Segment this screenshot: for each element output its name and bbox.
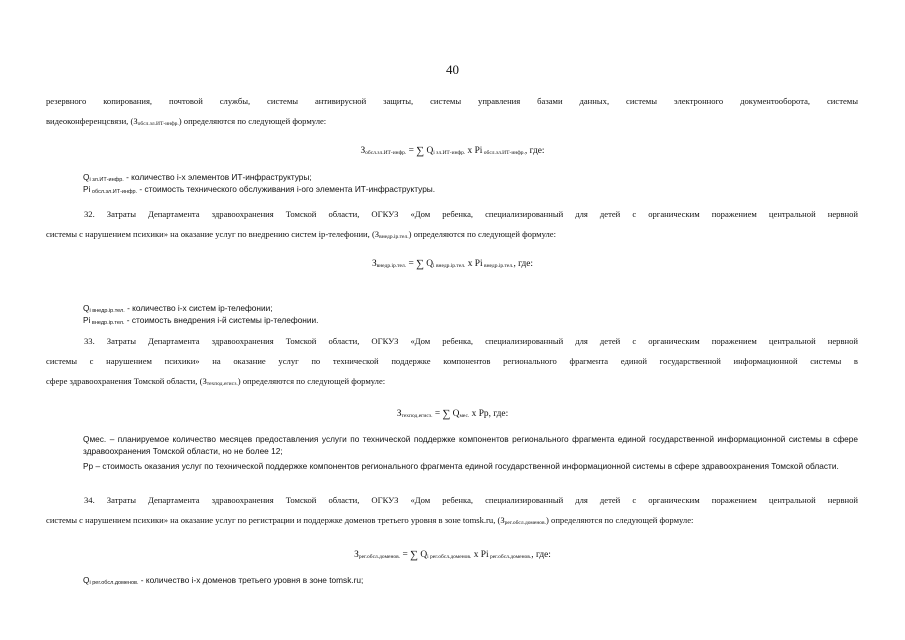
page-number: 40 bbox=[446, 62, 459, 77]
paragraph-32-line-1: 32. Затраты Департамента здравоохранения Томской области, ОГКУЗ «Дом ребенка, специализированный для детей с органическим поражением центральной нервной bbox=[84, 209, 858, 219]
paragraph-32-line-2: системы с нарушением психики» на оказание услуг по внедрению систем ip-телефонии, $(З_{внедр.iр.тел.})$ определяются по следующей формуле: bbox=[46, 229, 556, 240]
formula-2-def-q: $Q_{i внедр.iр.тел.}$ - количество i-х систем ip-телефонии; bbox=[83, 303, 273, 314]
paragraph-33-line-2: системы с нарушением психики» на оказание услуг по технической поддержке компонентов регионального фрагмента единой государственной информационной системы в bbox=[46, 356, 858, 366]
formula-2: $З_{внедр.iр.тел.}$ = ∑ $Q_{i внедр.iр.тел.}$ x Pi $_{внедр.iр.тел.}$, где: bbox=[371, 258, 534, 270]
intro-line-2: видеоконференцсвязи, $(З_{обсл.зл.ИТ-инфр.})$ определяются по следующей формуле: bbox=[46, 116, 327, 127]
formula-1-def-p: Pi $_{обсл.зл.ИТ-инфр.}$ - стоимость технического обслуживания i-ого элемента ИТ-инфраструктуры. bbox=[83, 184, 436, 195]
paragraph-33-line-1: 33. Затраты Департамента здравоохранения Томской области, ОГКУЗ «Дом ребенка, специализированный для детей с органическим поражением центральной нервной bbox=[84, 336, 858, 346]
formula-3: $З_{техпод.егисз.}$ = ∑ $Q_{мес.}$ x Pp, где: bbox=[396, 408, 509, 420]
formula-3-def-pp: Pp – стоимость оказания услуг по технической поддержке компонентов регионального фрагмента единой государственной информационной системы в сфере здравоохранения Томской области. bbox=[83, 461, 839, 471]
intro-line-1: резервного копирования, почтовой службы, системы антивирусной защиты, системы управления базами данных, системы электронного документооборота, системы bbox=[46, 96, 858, 106]
paragraph-33-line-3: сфере здравоохранения Томской области, $(З_{техпод.егисз.})$ определяются по следующей формуле: bbox=[46, 376, 386, 387]
formula-1-def-q: $Q_{i зл.ИТ-инфр.}$ - количество i-х элементов ИТ-инфраструктуры; bbox=[83, 172, 312, 183]
paragraph-34 bbox=[46, 490, 858, 533]
formula-1: $З_{обсл.зл.ИТ-инфр.}$ = ∑ $Q_{i зл.ИТ-инфр.}$ x Pi $_{обсл.зл.ИТ-инфр.}$, где: bbox=[360, 145, 545, 157]
formula-2-def-p: Pi $_{внедр.iр.тел.}$ - стоимость внедрения i-й системы ip-телефонии. bbox=[83, 315, 319, 326]
formula-4-def-q: $Q_{i рег.обсл.доменов.}$ - количество i-х доменов третьего уровня в зоне tomsk.ru; bbox=[83, 575, 364, 586]
paragraph-34-line-2: системы с нарушением психики» на оказание услуг по регистрации и поддержке доменов третьего уровня в зоне tomsk.ru, $(З_{рег.обсл.доменов.})$ определяются по следующей формуле: bbox=[46, 515, 694, 526]
paragraph-34-line-1: 34. Затраты Департамента здравоохранения Томской области, ОГКУЗ «Дом ребенка, специализированный для детей с органическим поражением центральной нервной bbox=[84, 495, 858, 505]
formula-3-def-qmec: Qмес. – планируемое количество месяцев предоставления услуги по технической поддержке компонентов регионального фрагмента единой государственной информационной системы в сфере здравоохранения Томской области, но не более 12; bbox=[83, 434, 858, 456]
paragraph-33 bbox=[46, 331, 858, 394]
intro-paragraph bbox=[46, 91, 858, 134]
formula-4: $З_{рег.обсл.доменов.}$ = ∑ $Q_{i рег.обсл.доменов.}$ x Pi $_{рег.обсл.доменов.}$, где: bbox=[354, 549, 551, 561]
paragraph-32 bbox=[46, 204, 858, 247]
